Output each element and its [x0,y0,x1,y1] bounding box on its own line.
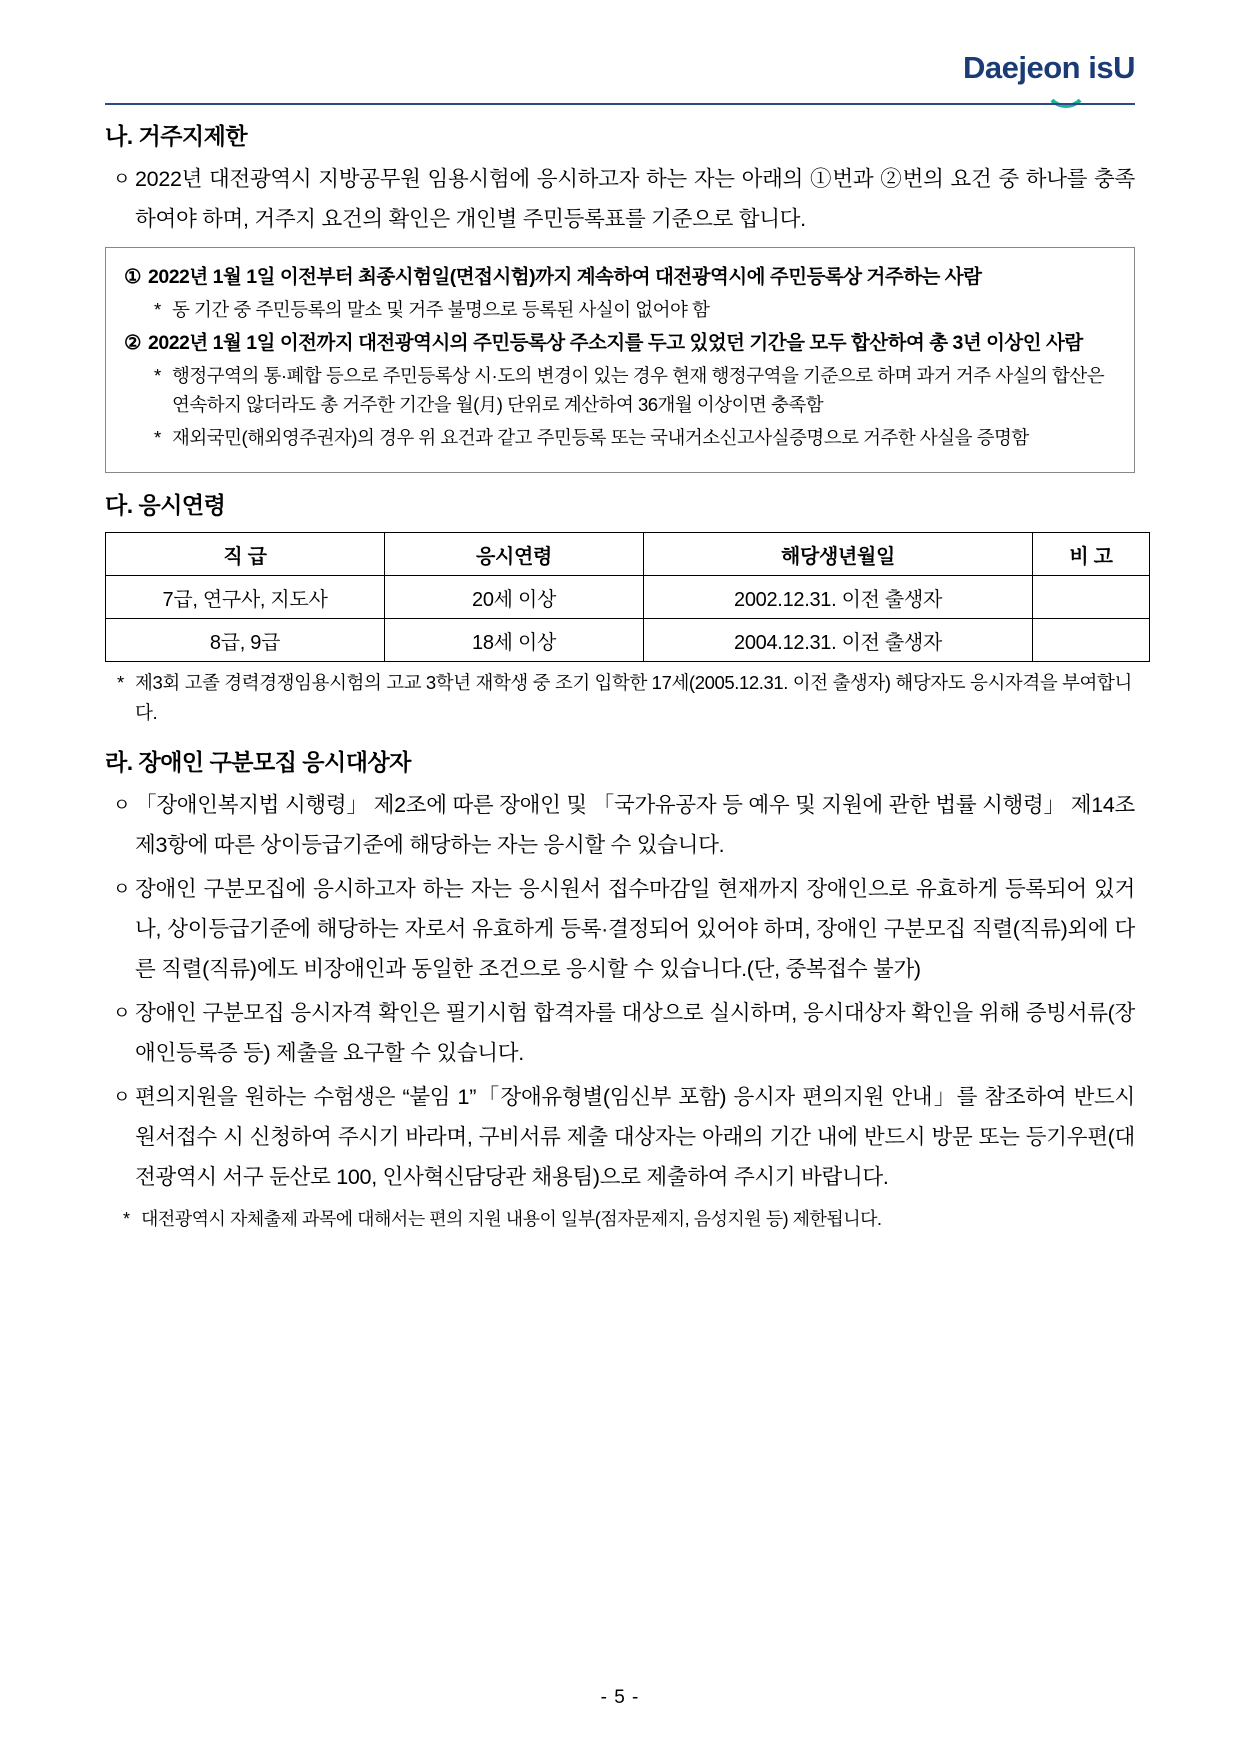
table-header-remarks: 비 고 [1033,533,1150,576]
table-row [106,576,1150,619]
asterisk-marker: * [154,299,161,320]
residency-requirements-box [105,247,1135,473]
age-requirement-table [105,532,1150,662]
box-item-2-subnote-1-text: 행정구역의 통·폐합 등으로 주민등록상 시·도의 변경이 있는 경우 현재 행정구역을 기준으로 하며 과거 거주 사실의 합산은 연속하지 않더라도 총 거주한 기간을 월(月) 단위로 계산하여 36개월 이상이면 충족함 [172,365,1105,415]
paragraph-text: 2022년 대전광역시 지방공무원 임용시험에 응시하고자 하는 자는 아래의 ①번과 ②번의 요건 중 하나를 충족하여야 하며, 거주지 요건의 확인은 개인별 주민등록표를 기준으로 합니다. [135,167,1135,231]
table-row [106,619,1150,662]
box-item-1 [124,262,1116,293]
table-header-age: 응시연령 [385,533,644,576]
cell-birthdate: 2002.12.31. 이전 출생자 [644,576,1033,619]
ra-footnote-text: 대전광역시 자체출제 과목에 대해서는 편의 지원 내용이 일부(점자문제지, 음성지원 등) 제한됩니다. [141,1209,882,1229]
box-item-2-text: 2022년 1월 1일 이전까지 대전광역시의 주민등록상 주소지를 두고 있었던 기간을 모두 합산하여 총 3년 이상인 사람 [148,332,1083,354]
cell-grade: 7급, 연구사, 지도사 [106,576,385,619]
bullet-marker: ㅇ [113,1003,131,1023]
box-item-1-subnote-text: 동 기간 중 주민등록의 말소 및 거주 불명으로 등록된 사실이 없어야 함 [172,299,710,320]
box-item-1-subnote [154,295,1116,324]
paragraph-ra-2 [105,869,1135,989]
paragraph-text: 장애인 구분모집 응시자격 확인은 필기시험 합격자를 대상으로 실시하며, 응시대상자 확인을 위해 증빙서류(장애인등록증 등) 제출을 요구할 수 있습니다. [135,1001,1135,1065]
paragraph-text: 「장애인복지법 시행령」 제2조에 따른 장애인 및 「국가유공자 등 예우 및 지원에 관한 법률 시행령」 제14조제3항에 따른 상이등급기준에 해당하는 자는 응시할 수 있습니다. [135,793,1135,857]
bullet-marker: ㅇ [113,879,131,899]
age-table-note [117,668,1135,728]
paragraph-ra-3 [105,993,1135,1073]
asterisk-marker: * [154,427,161,448]
cell-remarks [1033,576,1150,619]
page-header [105,38,1135,108]
logo-text-is: is [1088,50,1114,85]
box-item-2 [124,328,1116,359]
asterisk-marker: * [117,672,124,693]
section-heading-da: 다. 응시연령 [105,492,226,518]
paragraph-na-intro [105,159,1135,239]
bullet-marker: ㅇ [113,795,131,815]
paragraph-ra-1 [105,785,1135,865]
document-body [105,118,1135,1233]
logo-text-u: U [1113,50,1135,85]
table-header-row [106,533,1150,576]
bullet-marker: ㅇ [113,169,131,189]
paragraph-text: 편의지원을 원하는 수험생은 “붙임 1”「장애유형별(임신부 포함) 응시자 편의지원 안내」를 참조하여 반드시 원서접수 시 신청하여 주시기 바라며, 구비서류 제출 대상자는 아래의 기간 내에 반드시 방문 또는 등기우편(대전광역시 서구 둔산로 100, 인사혁신담당관 채용팀)으로 제출하여 주시기 바랍니다. [135,1085,1135,1189]
cell-age: 20세 이상 [385,576,644,619]
paragraph-ra-4 [105,1077,1135,1197]
cell-remarks [1033,619,1150,662]
table-header-grade: 직 급 [106,533,385,576]
logo-text-daejeon: Daejeon [963,50,1081,85]
table-header-birthdate: 해당생년월일 [644,533,1033,576]
cell-age: 18세 이상 [385,619,644,662]
section-heading-na: 나. 거주지제한 [105,123,248,149]
box-item-2-subnote-1 [154,361,1116,419]
cell-birthdate: 2004.12.31. 이전 출생자 [644,619,1033,662]
box-item-1-number: ① [124,266,141,288]
age-table-note-text: 제3회 고졸 경력경쟁임용시험의 고교 3학년 재학생 중 조기 입학한 17세(2005.12.31. 이전 출생자) 해당자도 응시자격을 부여합니다. [135,672,1132,723]
bullet-marker: ㅇ [113,1087,131,1107]
box-item-2-number: ② [124,332,141,354]
header-divider [105,103,1135,105]
asterisk-marker: * [123,1209,130,1229]
box-item-2-subnote-2 [154,423,1116,452]
section-heading-ra: 라. 장애인 구분모집 응시대상자 [105,749,411,775]
box-item-1-text: 2022년 1월 1일 이전부터 최종시험일(면접시험)까지 계속하여 대전광역시에 주민등록상 거주하는 사람 [148,266,982,288]
box-item-2-subnote-2-text: 재외국민(해외영주권자)의 경우 위 요건과 같고 주민등록 또는 국내거소신고사실증명으로 거주한 사실을 증명함 [172,427,1029,448]
ra-footnote [123,1205,1135,1233]
asterisk-marker: * [154,365,161,386]
paragraph-text: 장애인 구분모집에 응시하고자 하는 자는 응시원서 접수마감일 현재까지 장애인으로 유효하게 등록되어 있거나, 상이등급기준에 해당하는 자로서 유효하게 등록·결정되어 있어야 하며, 장애인 구분모집 직렬(직류)외에 다른 직렬(직류)에도 비장애인과 동일한 조건으로 응시할 수 있습니다.(단, 중복접수 불가) [135,877,1135,981]
page-number: - 5 - [600,1687,640,1708]
cell-grade: 8급, 9급 [106,619,385,662]
